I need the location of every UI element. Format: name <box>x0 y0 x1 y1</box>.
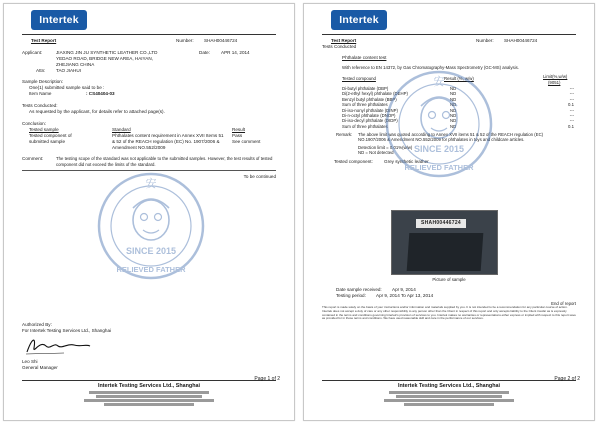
compound-result: ND <box>450 102 457 108</box>
applicant-line: YEDAO ROAD, BRIDGE NEW AREA, HAIYAN, <box>56 56 153 61</box>
col-limit: Limit(%,w/w) <box>543 74 568 79</box>
seal-bottom-text: RELIEVED FATHER <box>116 265 186 274</box>
footer-rule <box>322 380 576 381</box>
comment-label: Comment: <box>22 156 44 161</box>
picture-caption: Picture of sample <box>432 277 466 282</box>
number-value: SHAH00446724 <box>504 38 538 43</box>
section-title: Phthalate content test <box>342 55 387 60</box>
col-limit-sub: (9051) <box>548 80 561 85</box>
report-page-2 <box>303 3 595 421</box>
seal-year-text: SINCE 2015 <box>413 144 465 154</box>
page-number: Page 2 of 2 <box>554 376 580 382</box>
col-compound: Tested compound <box>342 76 376 81</box>
compound-name: Di-iso-nonyl phthalate (DINP) <box>342 107 398 113</box>
page-number: Page 1 of 2 <box>254 376 280 382</box>
standard-line: Phthalates content requirement in Annex XVII Items 51 <box>112 133 224 138</box>
attn-label: Attn: <box>36 68 46 73</box>
applicant-line: ZHEJIANG CHINA <box>56 62 95 67</box>
tested-sample-line: Tested component of <box>29 133 72 138</box>
signer-title: General Manager <box>22 365 58 370</box>
number-label: Number: <box>176 38 194 43</box>
item-name-value: : CS40404-03 <box>86 91 115 96</box>
end-of-report: End of report <box>551 301 576 306</box>
attn-value: TAO JIAHUI <box>56 68 81 73</box>
sample-photo <box>391 210 498 275</box>
footer-company: Intertek Testing Services Ltd., Shanghai <box>397 383 501 389</box>
compound-result: ND <box>450 96 457 102</box>
tested-sample-line: submitted sample <box>29 139 66 144</box>
compound-limit: --- <box>569 107 574 113</box>
sample-description-text: One(1) submitted sample said to be : <box>29 85 105 90</box>
remark-line: NO.1907/2006 & Amendment NO.552/2009 for phthalates in toys and childcare articles. <box>358 137 525 142</box>
comment-line: component did not exceed the limits of the standard. <box>56 162 156 167</box>
to-be-continued: To be continued <box>243 174 276 179</box>
tests-conducted: Tests Conducted <box>322 44 357 49</box>
footer-rule <box>22 380 276 381</box>
compound-result: ND <box>450 107 457 113</box>
method-text: With reference to EN 14372, by Gas Chromatography-Mass Spectrometry (GC-MS) analysis. <box>342 65 519 70</box>
testing-period-value: Apr 9, 2014 To Apr 13, 2014 <box>376 293 434 298</box>
footer-address-lines <box>89 391 209 394</box>
date-label: Date: <box>199 50 210 55</box>
seal-watermark-icon <box>384 60 494 188</box>
signer-name: Leo Shi <box>22 359 38 364</box>
header-rule <box>22 34 276 35</box>
compound-name: Di-n-octyl phthalate (DNOP) <box>342 113 396 118</box>
number-label: Number: <box>476 38 494 43</box>
conclusion-heading: Conclusion: <box>22 121 47 126</box>
col-tested-sample: Tested sample <box>29 127 59 132</box>
tests-conducted-heading: Tests Conducted: <box>22 103 58 108</box>
authorized-org: For Intertek Testing Services Ltd., Shanghai <box>22 328 112 333</box>
authorized-label: Authorized By: <box>22 322 52 327</box>
result-line: See comment <box>232 139 261 144</box>
compound-result: ND <box>450 123 457 129</box>
compound-limit: --- <box>569 96 574 102</box>
result-line: Pass <box>232 133 243 138</box>
compound-name: Sum of three phthalates <box>342 123 388 129</box>
remark-line: The above limit was quoted according to Annex XVII items 51 & 52 of the REACH regulation (EC) <box>358 132 544 137</box>
footer-address-lines <box>84 399 214 402</box>
date-received-value: Apr 9, 2014 <box>392 287 416 292</box>
date-received-label: Date sample received: <box>336 287 382 292</box>
seal-top-text: 安 <box>433 75 445 88</box>
compound-name: Di-iso-decyl phthalate (DIDP) <box>342 118 398 124</box>
tests-conducted-text: As requested by the applicant, for details refer to attached page(s). <box>29 109 165 114</box>
compound-limit: 0.1 <box>568 102 574 108</box>
compound-name: Di(2-ethyl hexyl) phthalate (DEHP) <box>342 91 408 97</box>
compound-name: Benzyl butyl phthalate (BBP) <box>342 96 397 102</box>
col-result: Result (%, w/w) <box>444 76 474 81</box>
footer-address-lines <box>384 399 514 402</box>
testing-period-label: Testing period: <box>336 293 366 298</box>
detection-line: Detection limit = 0.01%(w/w) <box>358 145 413 150</box>
photo-sample-label: SHAH00446724 <box>416 219 466 228</box>
report-page-1 <box>3 3 295 421</box>
footer-address-lines <box>404 403 494 406</box>
number-value: SHAH00446724 <box>204 38 238 43</box>
compound-limit: --- <box>569 113 574 118</box>
seal-bottom-text: RELIEVED FATHER <box>404 163 474 172</box>
col-standard: Standard <box>112 127 131 132</box>
footer-address-lines <box>96 395 202 398</box>
compound-result: ND <box>450 113 457 118</box>
seal-top-text: 安 <box>145 177 157 190</box>
applicant-line: JIAXING JIN JU SYNTHETIC LEATHER CO.,LTD <box>56 50 158 55</box>
tested-component-value: Grey synthetic leather <box>384 159 429 164</box>
standard-line: Amendment NO.552/2009 <box>112 145 166 150</box>
compound-name: Di-butyl phthalate (DBP) <box>342 86 389 91</box>
applicant-label: Applicant: <box>22 50 43 55</box>
compound-limit: --- <box>569 91 574 97</box>
report-title: Test Report <box>331 38 357 43</box>
compound-limit: --- <box>569 86 574 91</box>
footer-address-lines <box>396 395 502 398</box>
date-value: APR 14, 2014 <box>221 50 250 55</box>
sample-cloth <box>407 233 484 271</box>
tested-component-label: Tested component: <box>334 159 373 164</box>
footer-company: Intertek Testing Services Ltd., Shanghai <box>97 383 201 389</box>
compound-result: ND <box>450 86 457 91</box>
footer-address-lines <box>104 403 194 406</box>
compound-limit: 0.1 <box>568 123 574 129</box>
seal-year-text: SINCE 2015 <box>125 246 177 256</box>
intertek-logo: Intertek <box>331 10 387 30</box>
signature-icon <box>24 334 94 358</box>
col-result: Result <box>232 127 246 132</box>
remark-label: Remark: <box>336 132 353 137</box>
header-rule <box>322 34 576 35</box>
report-title: Test Report <box>31 38 57 43</box>
sample-description-heading: Sample Description: <box>22 79 64 84</box>
compound-name: Sum of three phthalates <box>342 102 388 108</box>
seal-watermark-icon <box>96 162 206 290</box>
disclaimer-text: This report is made solely on the basis of your instructions and/or information and materials supplied by you. It is not intended to be a recommendation for any particular course of action. Intertek does not accept a duty of care or any other responsibility to any person other than the Client in respect of this report and only accepts liability to the Client insofar as is expressly contained in the terms and conditions governing Intertek's provision of services to you. Intertek makes no warranties or representations either express or implied with respect to this report save as provided for in those terms and conditions. We have used reasonable skill and care in the performance of our services. <box>322 305 576 321</box>
detection-line: ND = Not detected <box>358 150 394 155</box>
footer-address-lines <box>389 391 509 394</box>
standard-line: & 52 of the REACH regulation (EC) No. 1907/2006 & <box>112 139 220 144</box>
comment-line: The testing scope of the standard was not applicable to the submitted samples. However, the test results of tested <box>56 156 273 161</box>
compound-result: ND <box>450 91 457 97</box>
compound-limit: --- <box>569 118 574 124</box>
item-name-label: Item Name <box>29 91 52 96</box>
intertek-logo: Intertek <box>31 10 87 30</box>
compound-result: ND <box>450 118 457 124</box>
